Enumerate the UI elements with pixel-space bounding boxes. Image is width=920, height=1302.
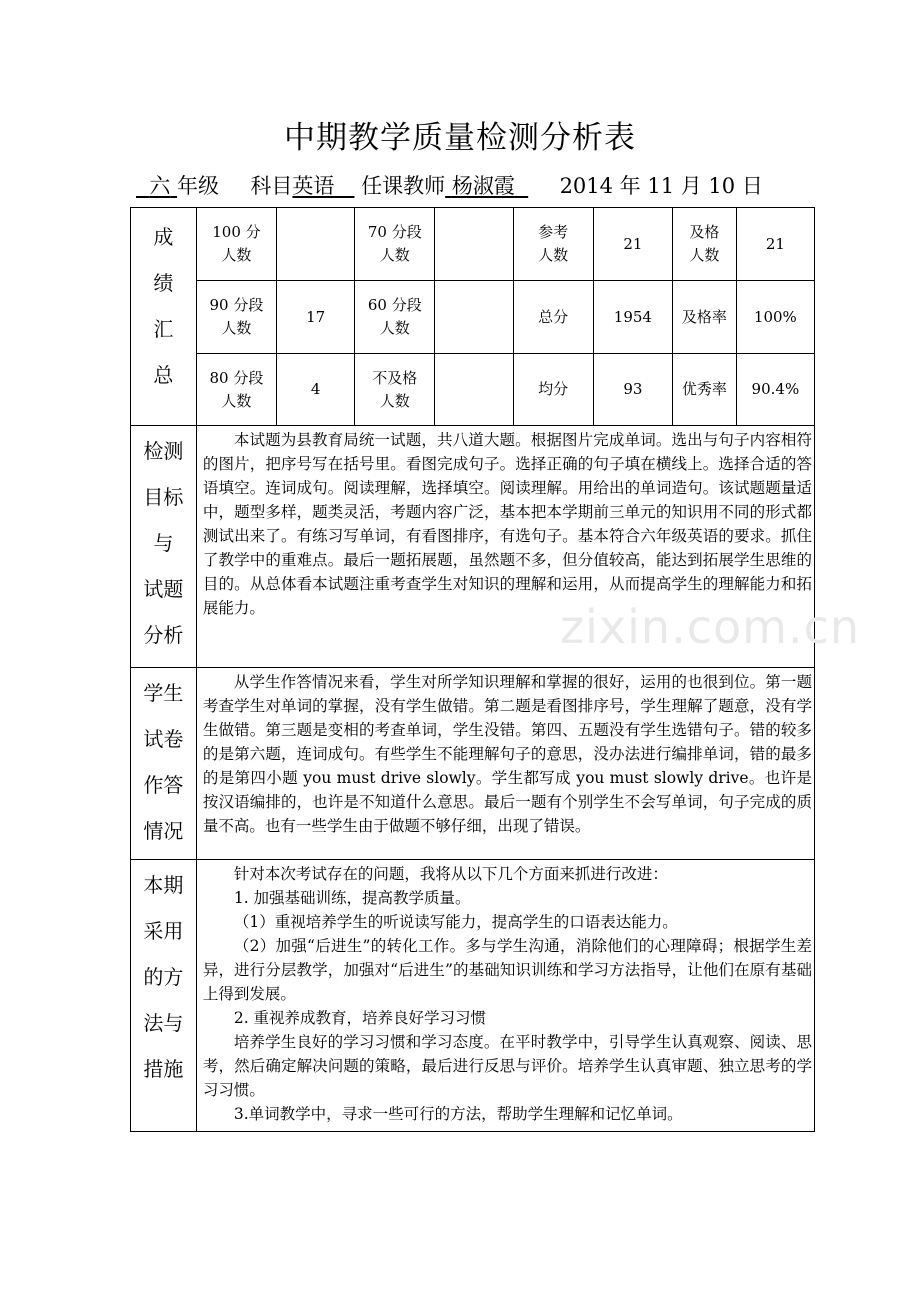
- label-char: 总: [153, 363, 174, 387]
- table-cell: [355, 354, 435, 426]
- cell-text: 80 分段 人数: [209, 368, 264, 410]
- cell-text: 均分: [538, 380, 569, 398]
- table-cell: 90.4%: [736, 354, 814, 426]
- table-cell: [196, 208, 276, 281]
- table-cell: 1954: [593, 281, 672, 354]
- section-label-score: [131, 208, 197, 426]
- label-char: 法与: [143, 1011, 184, 1035]
- grade-value: [136, 174, 177, 198]
- label-char: 试题: [143, 577, 184, 601]
- paragraph: （1）重视培养学生的听说读写能力，提高学生的口语表达能力。: [233, 913, 678, 931]
- paragraph: 针对本次考试存在的问题，我将从以下几个方面来抓进行改进：: [233, 865, 668, 883]
- label-char: 采用: [143, 919, 184, 943]
- table-cell: 4: [277, 354, 355, 426]
- table-cell: [196, 281, 276, 354]
- section-label-measures: [131, 860, 197, 1132]
- cell-text: 100 分 人数: [212, 223, 261, 264]
- cell-text: 及格 人数: [689, 223, 720, 264]
- section-label-answers: [131, 668, 197, 860]
- paragraph: 培养学生良好的学习习惯和学习态度。在平时教学中，引导学生认真观察、阅读、思考，然后确定解决问题的策略，最后进行反思与评价。培养学生认真审题、独立思考的学习习惯。: [202, 1033, 812, 1099]
- label-char: 试卷: [143, 727, 184, 751]
- paragraph: 2. 重视养成教育，培养良好学习习惯: [233, 1009, 487, 1027]
- report-date: 2014 年 11 月 10 日: [559, 174, 763, 198]
- label-char: 成: [153, 225, 174, 249]
- label-char: 作答: [143, 773, 184, 797]
- table-cell: [513, 354, 593, 426]
- watermark: zixin.com.cn: [560, 600, 861, 654]
- measures-row: [131, 860, 815, 1132]
- label-char: 措施: [143, 1057, 184, 1081]
- score-row: [131, 208, 815, 281]
- table-cell: [355, 281, 435, 354]
- analysis-row: [131, 426, 815, 668]
- subject-value-text: 英语: [292, 174, 335, 198]
- teacher-label: 任课教师: [361, 174, 446, 198]
- table-cell: [196, 354, 276, 426]
- section-body: [196, 668, 814, 860]
- table-cell: 21: [593, 208, 672, 281]
- subject-label: 科目: [250, 174, 293, 198]
- label-char: 绩: [153, 271, 174, 295]
- answer-row: [131, 668, 815, 860]
- table-cell: [513, 281, 593, 354]
- cell-text: 优秀率: [681, 380, 727, 398]
- table-cell: 100%: [736, 281, 814, 354]
- teacher-value: [445, 174, 528, 198]
- section-body: [196, 860, 814, 1132]
- grade-label: 年级: [177, 174, 220, 198]
- paragraph: 3.单词教学中，寻求一些可行的方法，帮助学生理解和记忆单词。: [233, 1105, 683, 1123]
- label-char: 学生: [143, 681, 184, 705]
- label-char: 本期: [143, 873, 184, 897]
- label-char: 分析: [143, 623, 184, 647]
- table-cell: [672, 354, 736, 426]
- paragraph: 本试题为县教育局统一试题，共八道大题。根据图片完成单词。选出与句子内容相符的图片，把序号写在括号里。看图完成句子。选择正确的句子填在横线上。选择合适的答语填空。连词成句。阅读理解，选择填空。阅读理解。用给出的单词造句。该试题题量适中，题型多样，题类灵活，考题内容广泛，基本把本学期前三单元的知识用不同的形式都测试出来了。有练习写单词，有看图排序，有选句子。基本符合六年级英语的要求。抓住了教学中的重难点。最后一题拓展题，虽然题不多，但分值较高，能达到拓展学生思维的目的。从总体看本试题注重考查学生对知识的理解和运用，从而提高学生的理解能力和拓展能力。: [202, 431, 812, 617]
- analysis-table: [130, 207, 815, 1132]
- cell-text: 90 分段 人数: [209, 296, 264, 337]
- paragraph: （2）加强“后进生”的转化工作。多与学生沟通，消除他们的心理障碍；根据学生差异，进行分层教学，加强对“后进生”的基础知识训练和学习方法指导，让他们在原有基础上得到发展。: [202, 937, 812, 1003]
- cell-text: 60 分段 人数: [367, 296, 422, 337]
- label-char: 汇: [153, 317, 174, 341]
- teacher-value-text: 杨淑霞: [451, 174, 515, 198]
- cell-text: 参考 人数: [538, 223, 569, 264]
- label-char: 检测: [143, 439, 184, 463]
- table-cell: [435, 354, 513, 426]
- label-char: 目标: [143, 485, 184, 509]
- table-cell: 17: [277, 281, 355, 354]
- page-title: 中期教学质量检测分析表: [284, 120, 636, 156]
- cell-text: 总分: [538, 307, 569, 326]
- paragraph: 1. 加强基础训练，提高教学质量。: [233, 889, 471, 907]
- table-cell: 93: [593, 354, 672, 426]
- table-cell: [435, 281, 513, 354]
- header-line: [136, 170, 763, 200]
- section-body: [196, 426, 814, 668]
- grade-value-text: 六: [149, 174, 171, 198]
- subject-value: [292, 174, 354, 198]
- label-char: 与: [153, 531, 174, 555]
- label-char: 的方: [143, 965, 184, 989]
- section-label-analysis: [131, 426, 197, 668]
- paragraph: 从学生作答情况来看，学生对所学知识理解和掌握的很好，运用的也很到位。第一题考查学生对单词的掌握，没有学生做错。第二题是看图排序号，学生理解了题意，没有学生做错。第三题是变相的考查单词，学生没错。第四、五题没有学生选错句子。错的较多的是第六题，连词成句。有些学生不能理解句子的意思，没办法进行编排单词，错的最多的是第四小题 you must drive slowly。学生都写成 you must slowly drive。也许是按汉语编排的，也许是不知道什么意思。最后一题有个别学生不会写单词，句子完成的质量不高。也有一些学生由于做题不够仔细，出现了错误。: [202, 673, 812, 835]
- table-cell: [355, 208, 435, 281]
- table-cell: [672, 281, 736, 354]
- score-row: [131, 281, 815, 354]
- cell-text: 不及格 人数: [372, 368, 418, 410]
- table-cell: [672, 208, 736, 281]
- label-char: 情况: [143, 819, 184, 843]
- table-cell: 21: [736, 208, 814, 281]
- table-cell: [513, 208, 593, 281]
- cell-text: 及格率: [681, 307, 727, 326]
- cell-text: 70 分段 人数: [367, 223, 422, 264]
- score-row: [131, 354, 815, 426]
- table-cell: [277, 208, 355, 281]
- table-cell: [435, 208, 513, 281]
